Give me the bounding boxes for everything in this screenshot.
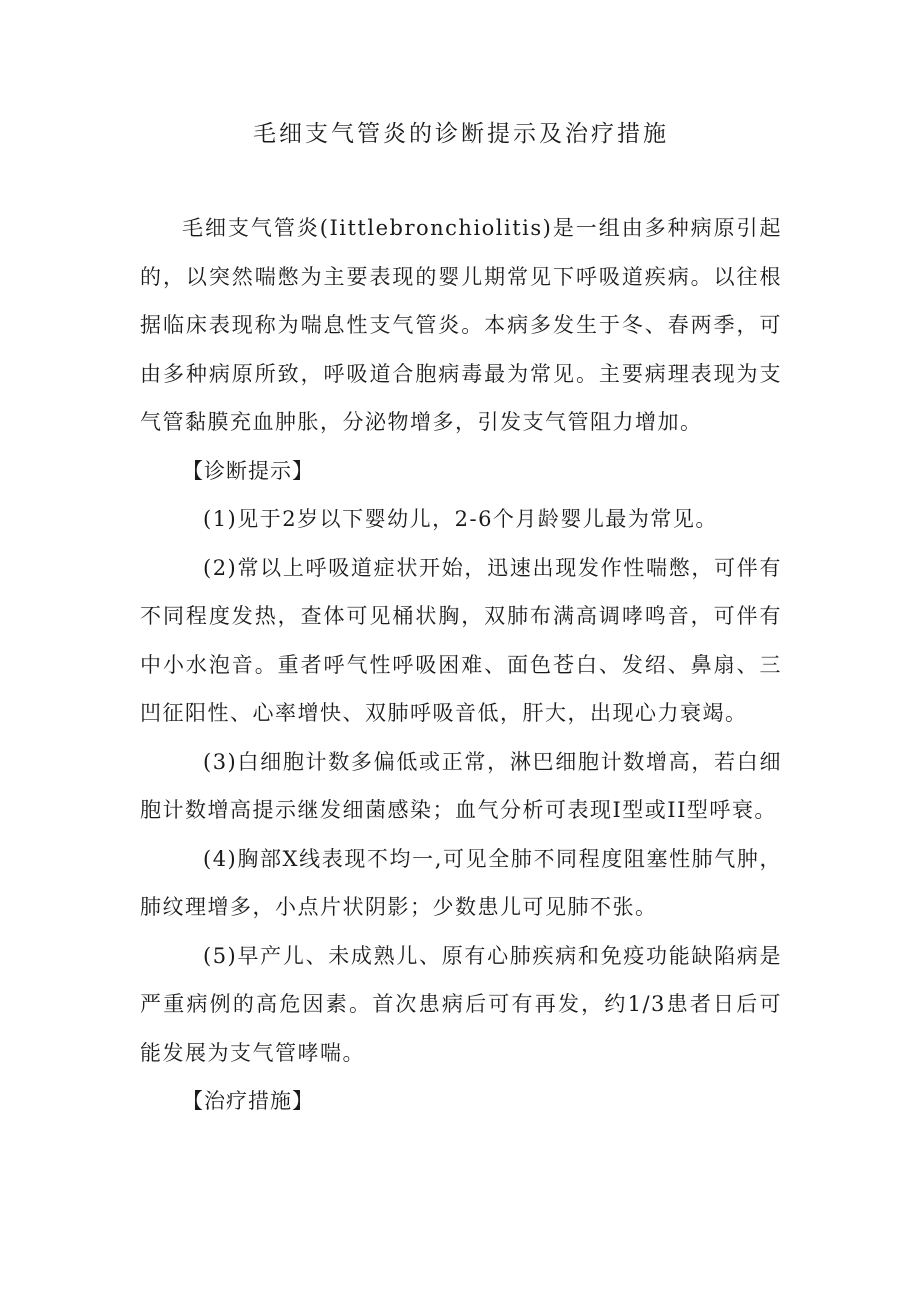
diagnosis-item-4: (4)胸部X线表现不均一,可见全肺不同程度阻塞性肺气肿，肺纹理增多，小点片状阴影；少数患儿可见肺不张。 (140, 846, 782, 919)
diagnosis-item-5: (5)早产儿、未成熟儿、原有心肺疾病和免疫功能缺陷病是严重病例的高危因素。首次患病后可有再发，约1/3患者日后可能发展为支气管哮喘。 (140, 943, 782, 1065)
diagnosis-item-2: (2)常以上呼吸道症状开始，迅速出现发作性喘憋，可伴有不同程度发热，查体可见桶状胸，双肺布满高调哮鸣音，可伴有中小水泡音。重者呼气性呼吸困难、面色苍白、发绍、鼻扇、三凹征阳性、心率增快、双肺呼吸音低，肝大，出现心力衰竭。 (140, 555, 782, 725)
page-title: 毛细支气管炎的诊断提示及治疗措施 (253, 121, 669, 147)
intro-paragraph: 毛细支气管炎(Iittlebronchiolitis)是一组由多种病原引起的，以突然喘憋为主要表现的婴儿期常见下呼吸道疾病。以往根据临床表现称为喘息性支气管炎。本病多发生于冬、春两季，可由多种病原所致，呼吸道合胞病毒最为常见。主要病理表现为支气管黏膜充血肿胀，分泌物增多，引发支气管阻力增加。 (140, 216, 782, 434)
diagnosis-heading: 【诊断提示】 (182, 458, 314, 483)
diagnosis-item-3: (3)白细胞计数多偏低或正常，淋巴细胞计数增高，若白细胞计数增高提示继发细菌感染；血气分析可表现I型或II型呼衰。 (140, 749, 782, 822)
treatment-heading: 【治疗措施】 (182, 1089, 314, 1113)
diagnosis-item-1: (1)见于2岁以下婴幼儿，2-6个月龄婴儿最为常见。 (203, 507, 718, 531)
